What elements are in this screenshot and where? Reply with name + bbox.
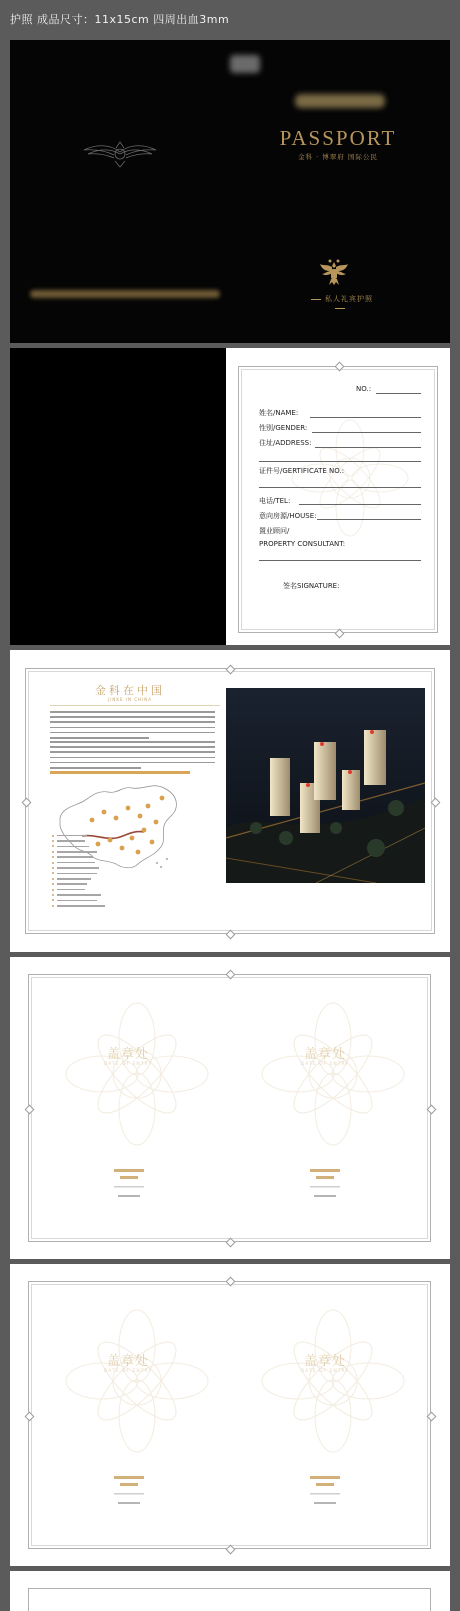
no-input[interactable]: [376, 393, 421, 394]
stamp-title-left: 盖章处: [106, 1354, 149, 1369]
night-building-render-image: [226, 688, 425, 883]
stamp-spread-2: [10, 1264, 450, 1566]
gender-label: 性别/GENDER:: [259, 424, 308, 432]
info-form-spread: [10, 348, 450, 645]
blurred-slogan-left-icon: [114, 1169, 144, 1201]
signature-label: 签名SIGNATURE:: [283, 582, 340, 590]
blurred-slogan-right-icon: [310, 1476, 340, 1508]
stamp-title-left: 盖章处: [106, 1047, 149, 1062]
passport-cover: [10, 40, 450, 343]
stamp-title-right: 盖章处: [303, 1354, 346, 1369]
stamp-watermark-flower-icon: [62, 1306, 212, 1456]
house-input[interactable]: [317, 519, 421, 520]
private-passport-label: 私人礼宾护照: [300, 294, 380, 312]
name-input[interactable]: [310, 417, 421, 418]
passport-title: PASSPORT: [279, 126, 397, 150]
stamp-subtitle-right: DATE OF ENTRY: [300, 1062, 350, 1067]
stamp-spread-1: [10, 957, 450, 1259]
certificate-label: 证件号/GERTIFICATE NO.:: [259, 467, 345, 475]
stamp-watermark-flower-icon: [258, 1306, 408, 1456]
intro-paragraph-1: [50, 711, 215, 742]
blurred-slogan-right-icon: [310, 1169, 340, 1201]
no-label: NO.:: [356, 385, 372, 393]
passport-subtitle: 金科 · 博翠府 国际公民: [298, 153, 378, 161]
tel-input[interactable]: [299, 504, 421, 505]
inside-cover-black: [10, 348, 226, 645]
intro-title: 金科在中国: [95, 684, 165, 697]
name-label: 姓名/NAME:: [259, 409, 299, 417]
stamp-title-right: 盖章处: [303, 1047, 346, 1062]
blurred-logo: [230, 55, 260, 73]
winged-crest-icon: [82, 136, 158, 170]
address-input[interactable]: [315, 447, 421, 448]
stamp-subtitle-left: DATE OF ENTRY: [103, 1062, 153, 1067]
double-eagle-crest-icon: [319, 258, 349, 286]
address-input-line2[interactable]: [259, 461, 421, 462]
certificate-input[interactable]: [259, 487, 421, 488]
company-intro-spread: [10, 650, 450, 952]
spec-header: 护照 成品尺寸：11x15cm 四周出血3mm: [10, 13, 230, 26]
address-label: 住址/ADDRESS:: [259, 439, 312, 447]
intro-divider: [50, 705, 220, 706]
stamp-subtitle-left: DATE OF ENTRY: [103, 1369, 153, 1374]
gender-input[interactable]: [312, 432, 421, 433]
stamp-watermark-flower-icon: [258, 999, 408, 1149]
blurred-brand-logo: [295, 94, 385, 108]
stamp-watermark-flower-icon: [62, 999, 212, 1149]
stamp-subtitle-right: DATE OF ENTRY: [300, 1369, 350, 1374]
map-legend-list: [52, 833, 105, 908]
consultant-label: 置业顾问/: [259, 527, 290, 535]
house-label: 意向房源/HOUSE:: [259, 512, 317, 520]
next-spread-partial: [10, 1571, 450, 1611]
consultant-input[interactable]: [259, 560, 421, 561]
intro-highlight-note: [50, 771, 190, 774]
blurred-slogan-left-icon: [114, 1476, 144, 1508]
tel-label: 电话/TEL:: [259, 497, 291, 505]
intro-paragraph-2: [50, 741, 215, 772]
blurred-contact-info: [30, 290, 220, 298]
consultant-label-en: PROPERTY CONSULTANT:: [259, 540, 346, 548]
intro-subtitle: JINKE IN CHINA: [108, 697, 152, 702]
